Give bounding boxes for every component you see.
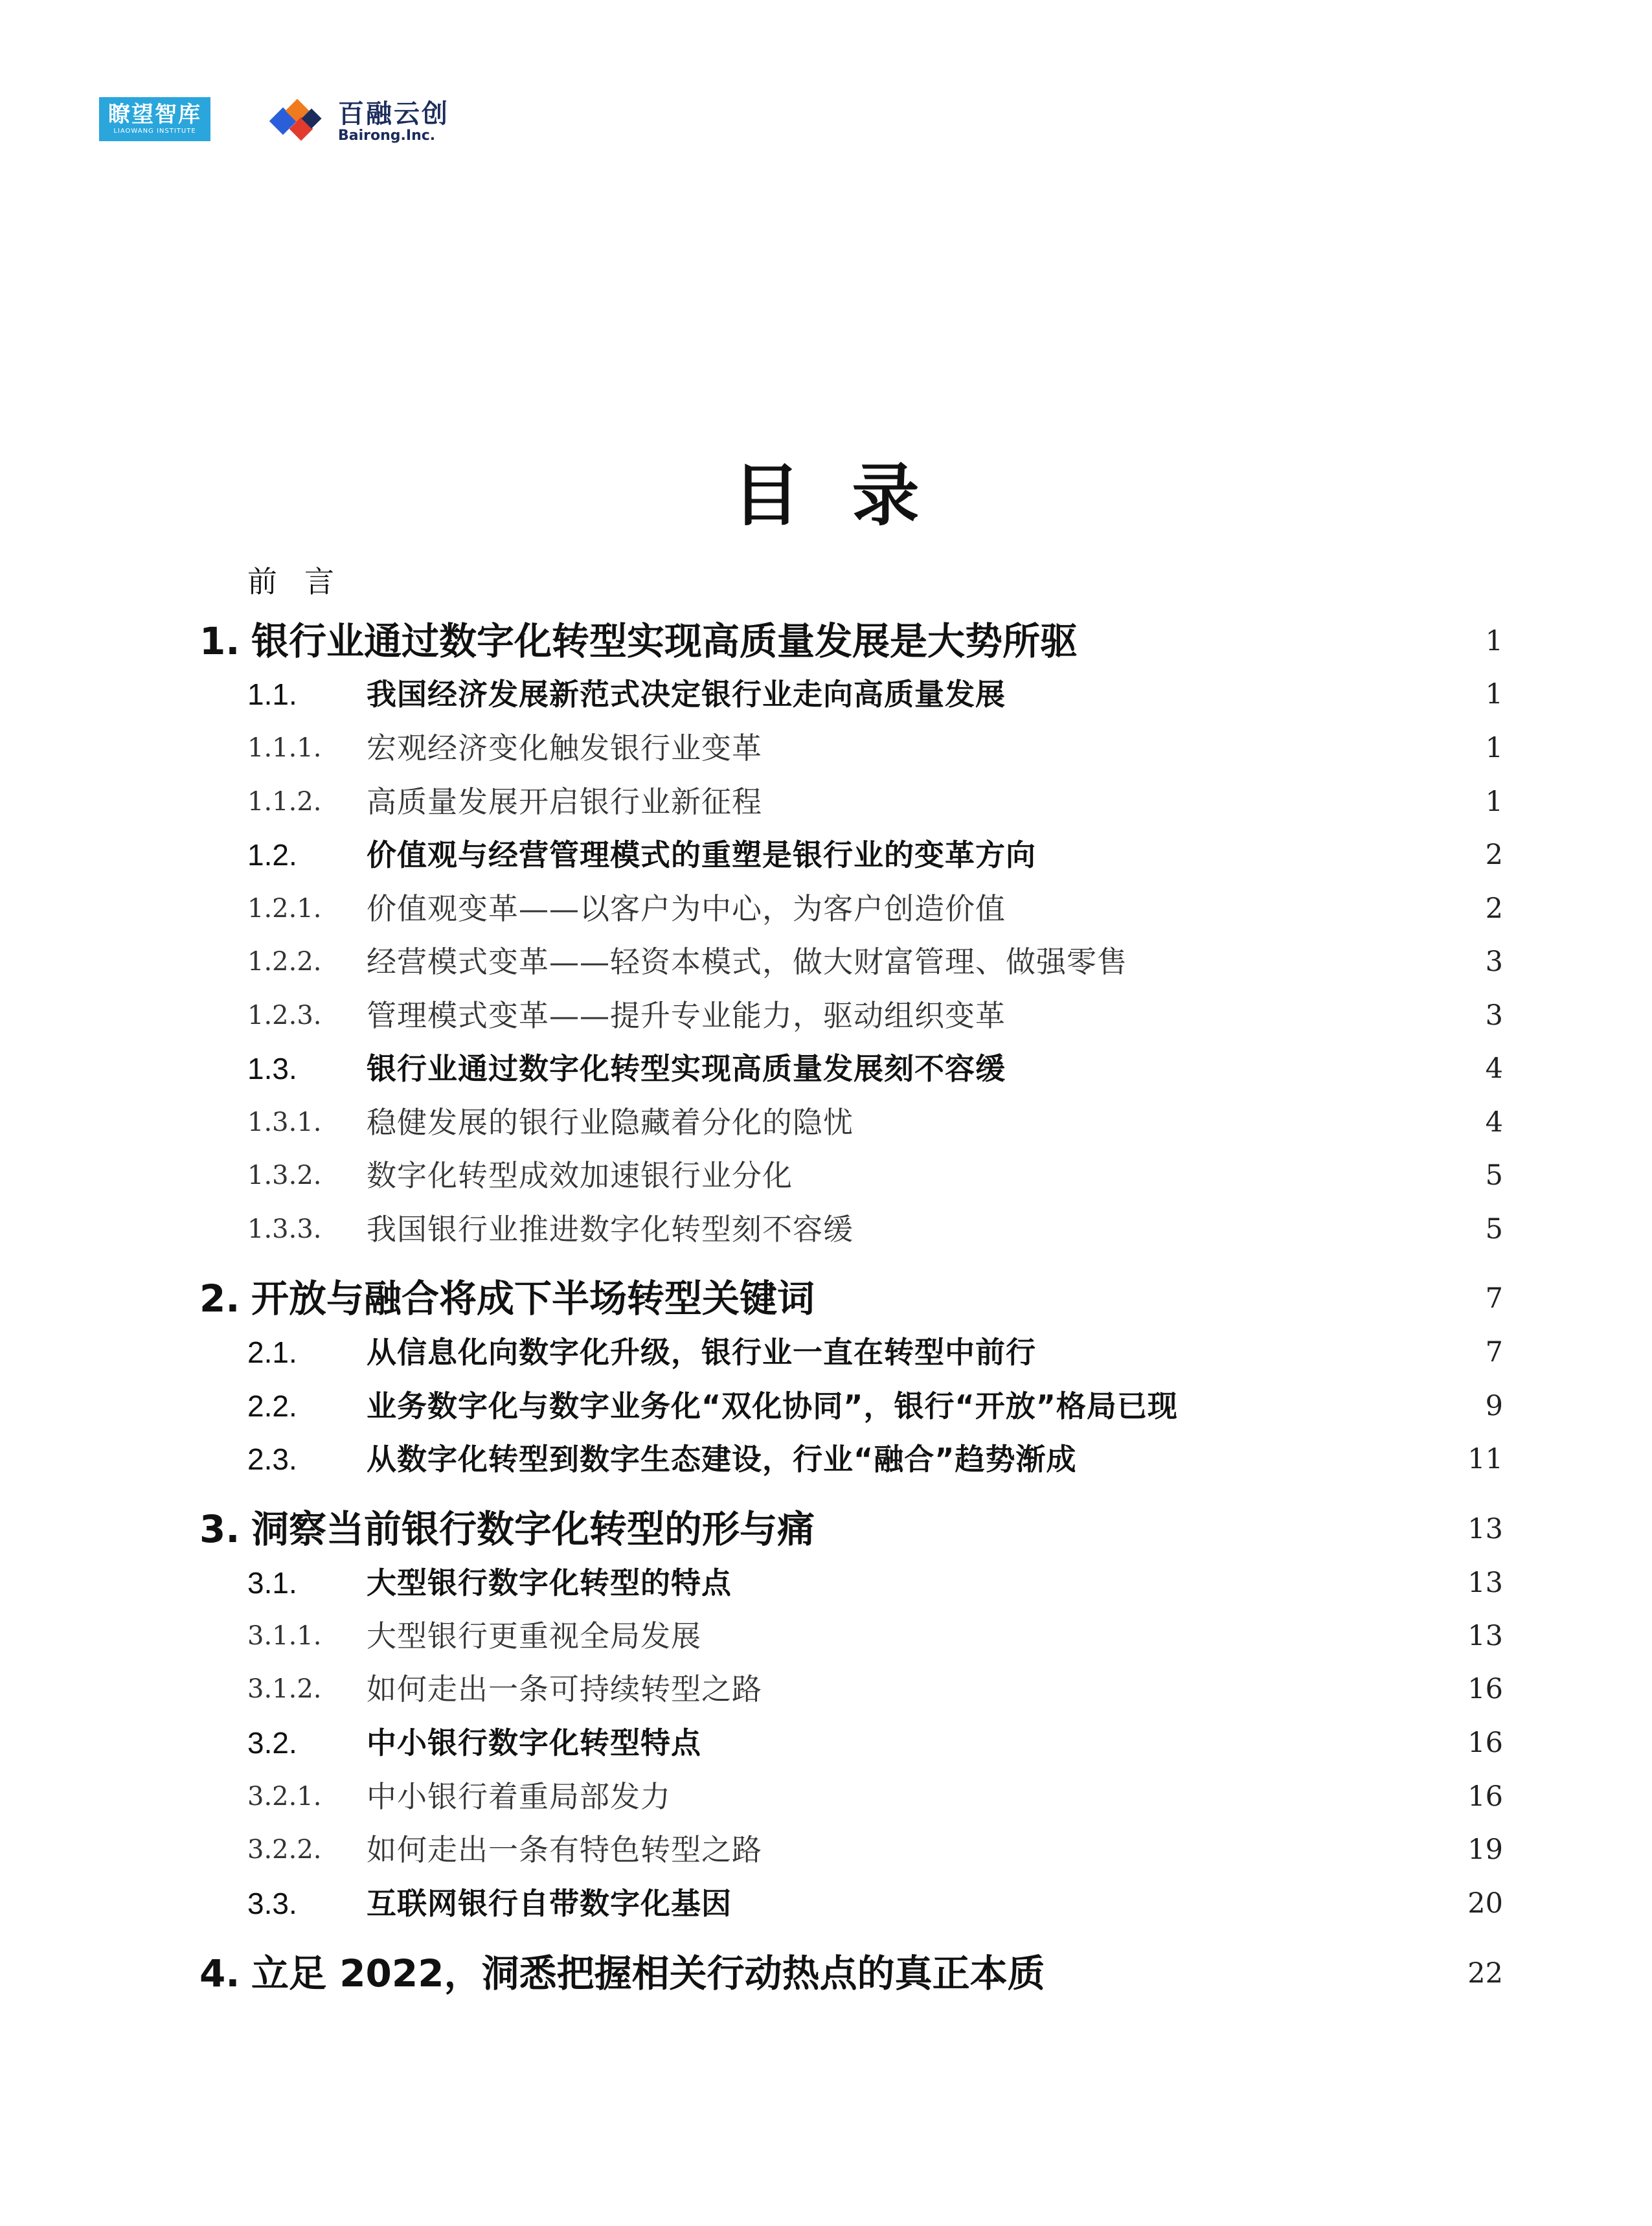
- toc-entry-page: 3: [1485, 946, 1503, 978]
- toc-entry-number: 1.3.1.: [247, 1107, 322, 1137]
- toc-entry-number: 1.1.1.: [247, 733, 322, 763]
- toc-entry[interactable]: [0, 935, 1652, 989]
- toc-entry-number: 2.1.: [247, 1335, 297, 1369]
- toc-entry-page: 20: [1467, 1887, 1503, 1920]
- toc-entry-title: 银行业通过数字化转型实现高质量发展是大势所驱: [251, 619, 1078, 663]
- toc-entry-page: 1: [1485, 732, 1503, 764]
- toc-entry-page: 7: [1485, 1336, 1503, 1369]
- toc-entry[interactable]: [0, 667, 1652, 721]
- toc-entry-title: 从数字化转型到数字生态建设，行业“融合”趋势渐成: [367, 1442, 1077, 1477]
- toc-entry-page: 3: [1485, 999, 1503, 1032]
- toc-entry-title: 中小银行数字化转型特点: [367, 1725, 701, 1760]
- toc-entry-page: 5: [1485, 1213, 1503, 1245]
- toc-entry-number: 3.3.: [247, 1887, 297, 1920]
- toc-entry[interactable]: [0, 775, 1652, 829]
- toc-entry-number: 2.3.: [247, 1442, 297, 1476]
- toc-entry-title: 互联网银行自带数字化基因: [367, 1886, 732, 1921]
- toc-entry-title: 高质量发展开启银行业新征程: [367, 784, 762, 819]
- toc-entry-title: 中小银行着重局部发力: [367, 1779, 671, 1814]
- toc-entry[interactable]: [0, 1876, 1652, 1931]
- toc-entry-page: 5: [1485, 1159, 1503, 1192]
- toc-entry[interactable]: [0, 1041, 1652, 1096]
- toc-entry[interactable]: [0, 1502, 1652, 1556]
- toc-entry-title: 从信息化向数字化升级，银行业一直在转型中前行: [367, 1335, 1036, 1370]
- toc-entry-page: 1: [1485, 678, 1503, 710]
- toc-entry-page: 16: [1467, 1780, 1503, 1813]
- toc-entry-page: 16: [1467, 1673, 1503, 1705]
- toc-entry-number: 3.1.1.: [247, 1621, 322, 1651]
- liaowang-logo-subtext: LIAOWANG INSTITUTE: [113, 128, 196, 135]
- toc-entry[interactable]: [0, 1271, 1652, 1326]
- toc-entry-number: 1.2.2.: [247, 947, 322, 977]
- toc-title: 目录: [732, 456, 971, 535]
- bairong-logo: [264, 96, 471, 145]
- toc-entry-title: 价值观与经营管理模式的重塑是银行业的变革方向: [367, 837, 1036, 872]
- toc-entry-title: 管理模式变革——提升专业能力，驱动组织变革: [367, 998, 1006, 1033]
- toc-entry[interactable]: [0, 1379, 1652, 1433]
- toc-entry-title: 我国银行业推进数字化转型刻不容缓: [367, 1212, 854, 1247]
- toc-entry-number: 3.: [199, 1507, 240, 1551]
- toc-entry-number: 3.2.2.: [247, 1835, 322, 1865]
- toc-entry-number: 1.2.3.: [247, 1001, 322, 1030]
- toc-entry[interactable]: [0, 1202, 1652, 1256]
- toc-entry-page: 16: [1467, 1727, 1503, 1759]
- toc-entry[interactable]: [0, 1325, 1652, 1380]
- toc-entry-page: 13: [1467, 1620, 1503, 1652]
- toc-entry[interactable]: [0, 614, 1652, 668]
- toc-entry-number: 3.1.2.: [247, 1674, 322, 1704]
- toc-entry-number: 1.1.2.: [247, 787, 322, 817]
- liaowang-logo-text: 瞭望智库: [108, 102, 201, 128]
- toc-entry[interactable]: [0, 1148, 1652, 1203]
- toc-entry[interactable]: [0, 828, 1652, 882]
- toc-entry[interactable]: [0, 1716, 1652, 1770]
- toc-entry[interactable]: [0, 1432, 1652, 1486]
- toc-entry-title: 数字化转型成效加速银行业分化: [367, 1158, 793, 1193]
- toc-entry-title: 洞察当前银行数字化转型的形与痛: [251, 1507, 815, 1551]
- toc-entry-number: 2.2.: [247, 1389, 297, 1423]
- toc-entry-page: 1: [1485, 786, 1503, 818]
- toc-entry-number: 1.: [199, 619, 240, 663]
- toc-entry-number: 3.1.: [247, 1566, 297, 1600]
- toc-entry-number: 1.1.: [247, 677, 297, 711]
- toc-entry-number: 1.2.1.: [247, 894, 322, 924]
- toc-entry-title: 宏观经济变化触发银行业变革: [367, 731, 762, 766]
- toc-entry-page: 4: [1485, 1052, 1503, 1085]
- toc-entry-number: 3.2.: [247, 1726, 297, 1760]
- toc-entry-title: 经营模式变革——轻资本模式，做大财富管理、做强零售: [367, 944, 1127, 979]
- toc-entry-title: 业务数字化与数字业务化“双化协同”，银行“开放”格局已现: [367, 1389, 1178, 1424]
- liaowang-logo: [99, 97, 210, 141]
- bairong-logo-text: 百融云创: [338, 99, 449, 129]
- toc-entry-page: 11: [1467, 1443, 1503, 1475]
- toc-entry-page: 22: [1467, 1957, 1503, 1990]
- toc-entry-title: 如何走出一条可持续转型之路: [367, 1672, 762, 1707]
- toc-entry-title: 立足 2022，洞悉把握相关行动热点的真正本质: [251, 1951, 1045, 1995]
- toc-entry-title: 大型银行更重视全局发展: [367, 1618, 701, 1653]
- toc-entry-number: 3.2.1.: [247, 1782, 322, 1811]
- toc-preface: 前言: [247, 564, 361, 599]
- toc-entry[interactable]: [0, 988, 1652, 1043]
- toc-entry-number: 1.2.: [247, 838, 297, 872]
- toc-entry[interactable]: [0, 881, 1652, 936]
- toc-entry[interactable]: [0, 1769, 1652, 1824]
- toc-entry-page: 13: [1467, 1513, 1503, 1545]
- toc-entry[interactable]: [0, 1556, 1652, 1610]
- toc-entry-page: 7: [1485, 1282, 1503, 1315]
- toc-entry-page: 9: [1485, 1390, 1503, 1422]
- toc-entry-number: 1.3.3.: [247, 1214, 322, 1244]
- toc-entry[interactable]: [0, 1609, 1652, 1663]
- toc-entry[interactable]: [0, 1095, 1652, 1150]
- toc-entry-title: 如何走出一条有特色转型之路: [367, 1832, 762, 1867]
- toc-entry-title: 价值观变革——以客户为中心，为客户创造价值: [367, 891, 1006, 926]
- toc-entry-page: 4: [1485, 1106, 1503, 1139]
- toc-entry-number: 4.: [199, 1951, 240, 1995]
- toc-entry-number: 1.3.: [247, 1052, 297, 1085]
- toc-entry[interactable]: [0, 1662, 1652, 1716]
- toc-entry[interactable]: [0, 721, 1652, 775]
- toc-entry-title: 银行业通过数字化转型实现高质量发展刻不容缓: [367, 1051, 1006, 1086]
- toc-entry-title: 开放与融合将成下半场转型关键词: [251, 1277, 815, 1321]
- toc-entry-page: 19: [1467, 1834, 1503, 1866]
- toc-entry[interactable]: [0, 1946, 1652, 2001]
- toc-entry-title: 稳健发展的银行业隐藏着分化的隐忧: [367, 1105, 854, 1140]
- toc-entry-title: 大型银行数字化转型的特点: [367, 1565, 732, 1600]
- toc-entry-page: 2: [1485, 892, 1503, 925]
- toc-entry-number: 2.: [199, 1277, 240, 1321]
- toc-entry-page: 2: [1485, 839, 1503, 871]
- bairong-logo-subtext: Bairong.Inc.: [338, 128, 436, 144]
- bairong-mark-icon: [264, 98, 329, 145]
- toc-entry-number: 1.3.2.: [247, 1161, 322, 1190]
- toc-entry-page: 13: [1467, 1567, 1503, 1599]
- toc-entry[interactable]: [0, 1823, 1652, 1877]
- toc-entry-title: 我国经济发展新范式决定银行业走向高质量发展: [367, 677, 1006, 712]
- toc-entry-page: 1: [1485, 625, 1503, 657]
